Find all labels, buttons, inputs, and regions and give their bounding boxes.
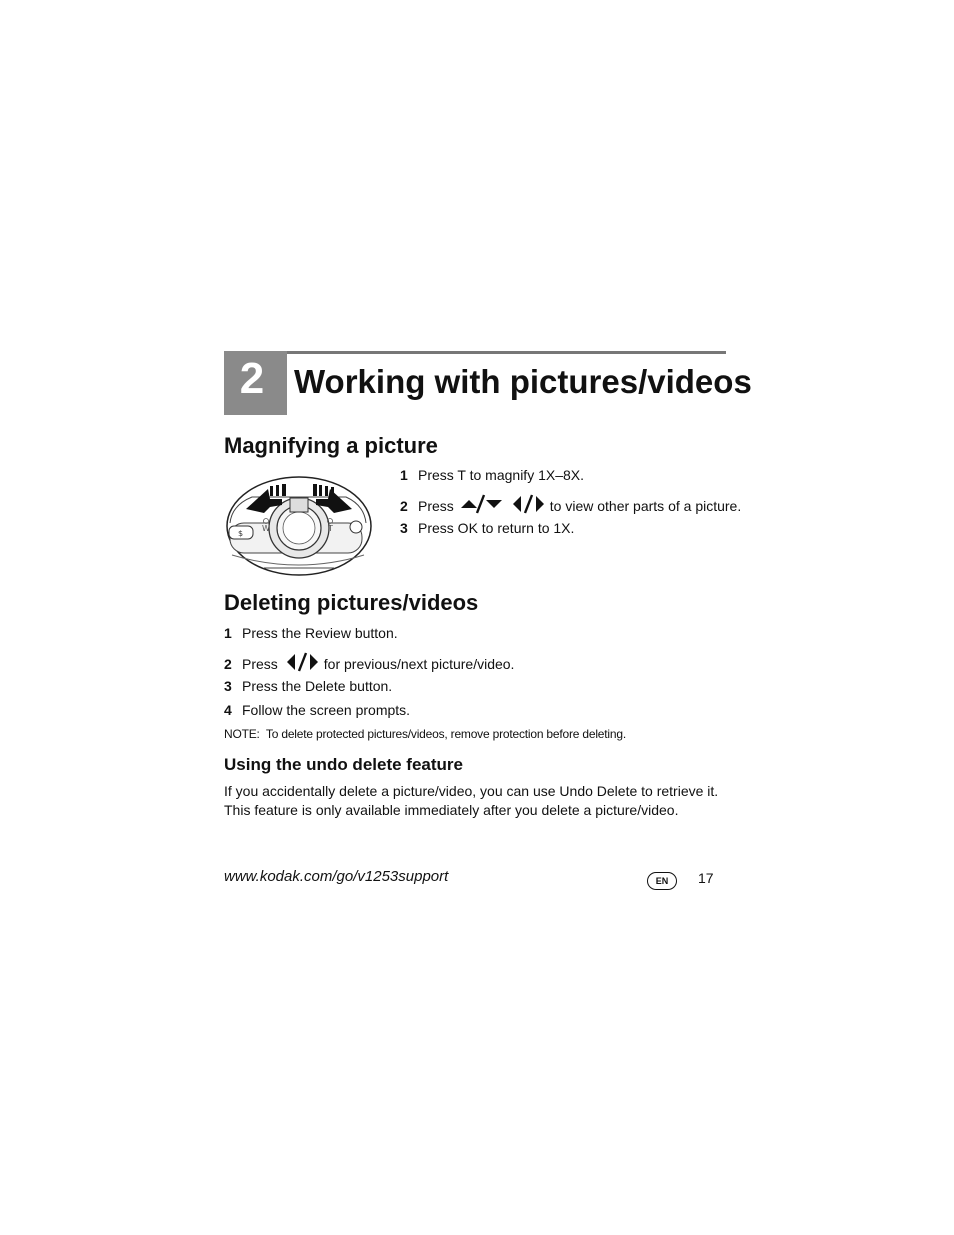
footer-url: www.kodak.com/go/v1253support: [224, 868, 449, 885]
svg-text:$: $: [238, 529, 244, 538]
chapter-rule: [224, 351, 726, 354]
svg-text:T: T: [328, 524, 333, 533]
magnify-step-1: 1 Press T to magnify 1X–8X.: [400, 467, 585, 483]
delete-note: NOTE: To delete protected pictures/videos, remove protection before deleting.: [224, 727, 626, 741]
magnify-heading: Magnifying a picture: [224, 433, 438, 458]
svg-text:W: W: [262, 524, 270, 533]
undo-heading: Using the undo delete feature: [224, 755, 463, 774]
deleting-heading: Deleting pictures/videos: [224, 590, 479, 615]
magnify-step-3: 3 Press OK to return to 1X.: [400, 520, 575, 536]
left-right-arrow-icon: [286, 652, 320, 676]
delete-step-2: 2 Press for previous/next picture/video.: [224, 652, 514, 676]
chapter-title: Working with pictures/videos: [294, 363, 752, 400]
camera-zoom-lever-icon: [224, 475, 374, 577]
language-badge: EN: [647, 872, 677, 890]
left-right-arrow-icon: [512, 494, 546, 518]
up-down-arrow-icon: [460, 494, 504, 518]
magnify-step-2: 2 Press to view other parts of a picture.: [400, 494, 741, 518]
delete-step-1: 1 Press the Review button.: [224, 625, 398, 641]
undo-paragraph: If you accidentally delete a picture/video, you can use Undo Delete to retrieve it. This feature is only available immediately after you delete a picture/video.: [224, 783, 719, 818]
page-number: 17: [698, 870, 714, 886]
chapter-number: 2: [239, 354, 265, 403]
delete-step-3: 3 Press the Delete button.: [224, 678, 393, 694]
delete-step-4: 4 Follow the screen prompts.: [224, 702, 411, 718]
